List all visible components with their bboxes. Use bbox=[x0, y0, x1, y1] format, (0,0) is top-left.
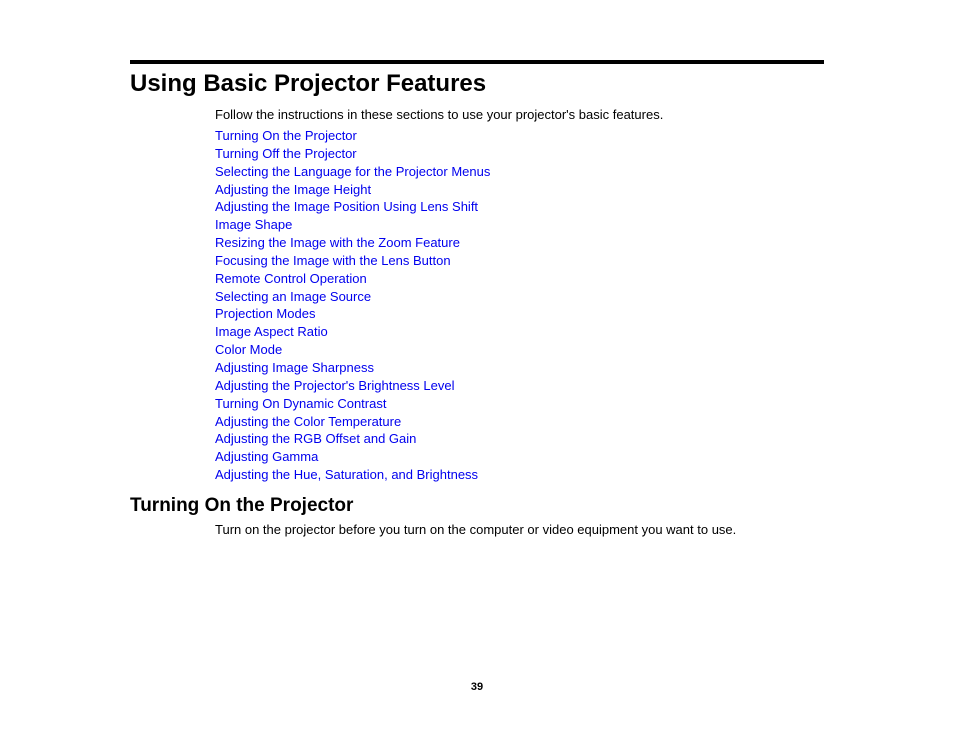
list-item bbox=[215, 216, 490, 234]
list-item bbox=[215, 341, 490, 359]
list-item bbox=[215, 448, 490, 466]
link-selecting-menu-language[interactable]: Selecting the Language for the Projector Menus bbox=[215, 163, 491, 179]
link-selecting-image-source[interactable]: Selecting an Image Source bbox=[215, 288, 372, 304]
list-item bbox=[215, 270, 490, 288]
list-item bbox=[215, 305, 490, 323]
link-projection-modes[interactable]: Projection Modes bbox=[215, 306, 316, 322]
list-item bbox=[215, 377, 490, 395]
list-item bbox=[215, 395, 490, 413]
intro-text: Follow the instructions in these sections to use your projector's basic features. bbox=[215, 107, 664, 122]
link-dynamic-contrast[interactable]: Turning On Dynamic Contrast bbox=[215, 395, 387, 411]
list-item bbox=[215, 413, 490, 431]
list-item bbox=[215, 145, 490, 163]
list-item bbox=[215, 466, 490, 484]
link-focusing-lens-button[interactable]: Focusing the Image with the Lens Button bbox=[215, 252, 451, 268]
link-turning-off-the-projector[interactable]: Turning Off the Projector bbox=[215, 145, 357, 161]
list-item bbox=[215, 163, 490, 181]
link-color-temperature[interactable]: Adjusting the Color Temperature bbox=[215, 413, 402, 429]
list-item bbox=[215, 127, 490, 145]
list-item bbox=[215, 359, 490, 377]
section-text: Turn on the projector before you turn on the computer or video equipment you want to use. bbox=[215, 522, 737, 537]
section-heading: Turning On the Projector bbox=[130, 495, 354, 516]
link-image-position-lens-shift[interactable]: Adjusting the Image Position Using Lens Shift bbox=[215, 199, 479, 215]
list-item bbox=[215, 430, 490, 448]
link-adjusting-image-height[interactable]: Adjusting the Image Height bbox=[215, 181, 372, 197]
link-adjusting-image-sharpness[interactable]: Adjusting Image Sharpness bbox=[215, 359, 374, 375]
list-item bbox=[215, 234, 490, 252]
list-item bbox=[215, 323, 490, 341]
link-hue-saturation-brightness[interactable]: Adjusting the Hue, Saturation, and Brightness bbox=[215, 467, 479, 483]
link-remote-control-operation[interactable]: Remote Control Operation bbox=[215, 270, 367, 286]
link-image-shape[interactable]: Image Shape bbox=[215, 217, 293, 233]
link-adjusting-gamma[interactable]: Adjusting Gamma bbox=[215, 449, 319, 465]
list-item bbox=[215, 252, 490, 270]
topic-link-list bbox=[215, 127, 490, 484]
link-color-mode[interactable]: Color Mode bbox=[215, 342, 283, 358]
link-resizing-zoom-feature[interactable]: Resizing the Image with the Zoom Feature bbox=[215, 235, 460, 251]
list-item bbox=[215, 181, 490, 199]
page-number: 39 bbox=[470, 681, 484, 693]
page-title: Using Basic Projector Features bbox=[130, 70, 487, 97]
list-item bbox=[215, 288, 490, 306]
link-rgb-offset-gain[interactable]: Adjusting the RGB Offset and Gain bbox=[215, 431, 417, 447]
title-rule bbox=[130, 60, 824, 64]
list-item bbox=[215, 198, 490, 216]
link-image-aspect-ratio[interactable]: Image Aspect Ratio bbox=[215, 324, 328, 340]
link-brightness-level[interactable]: Adjusting the Projector's Brightness Level bbox=[215, 377, 455, 393]
link-turning-on-the-projector[interactable]: Turning On the Projector bbox=[215, 128, 357, 143]
